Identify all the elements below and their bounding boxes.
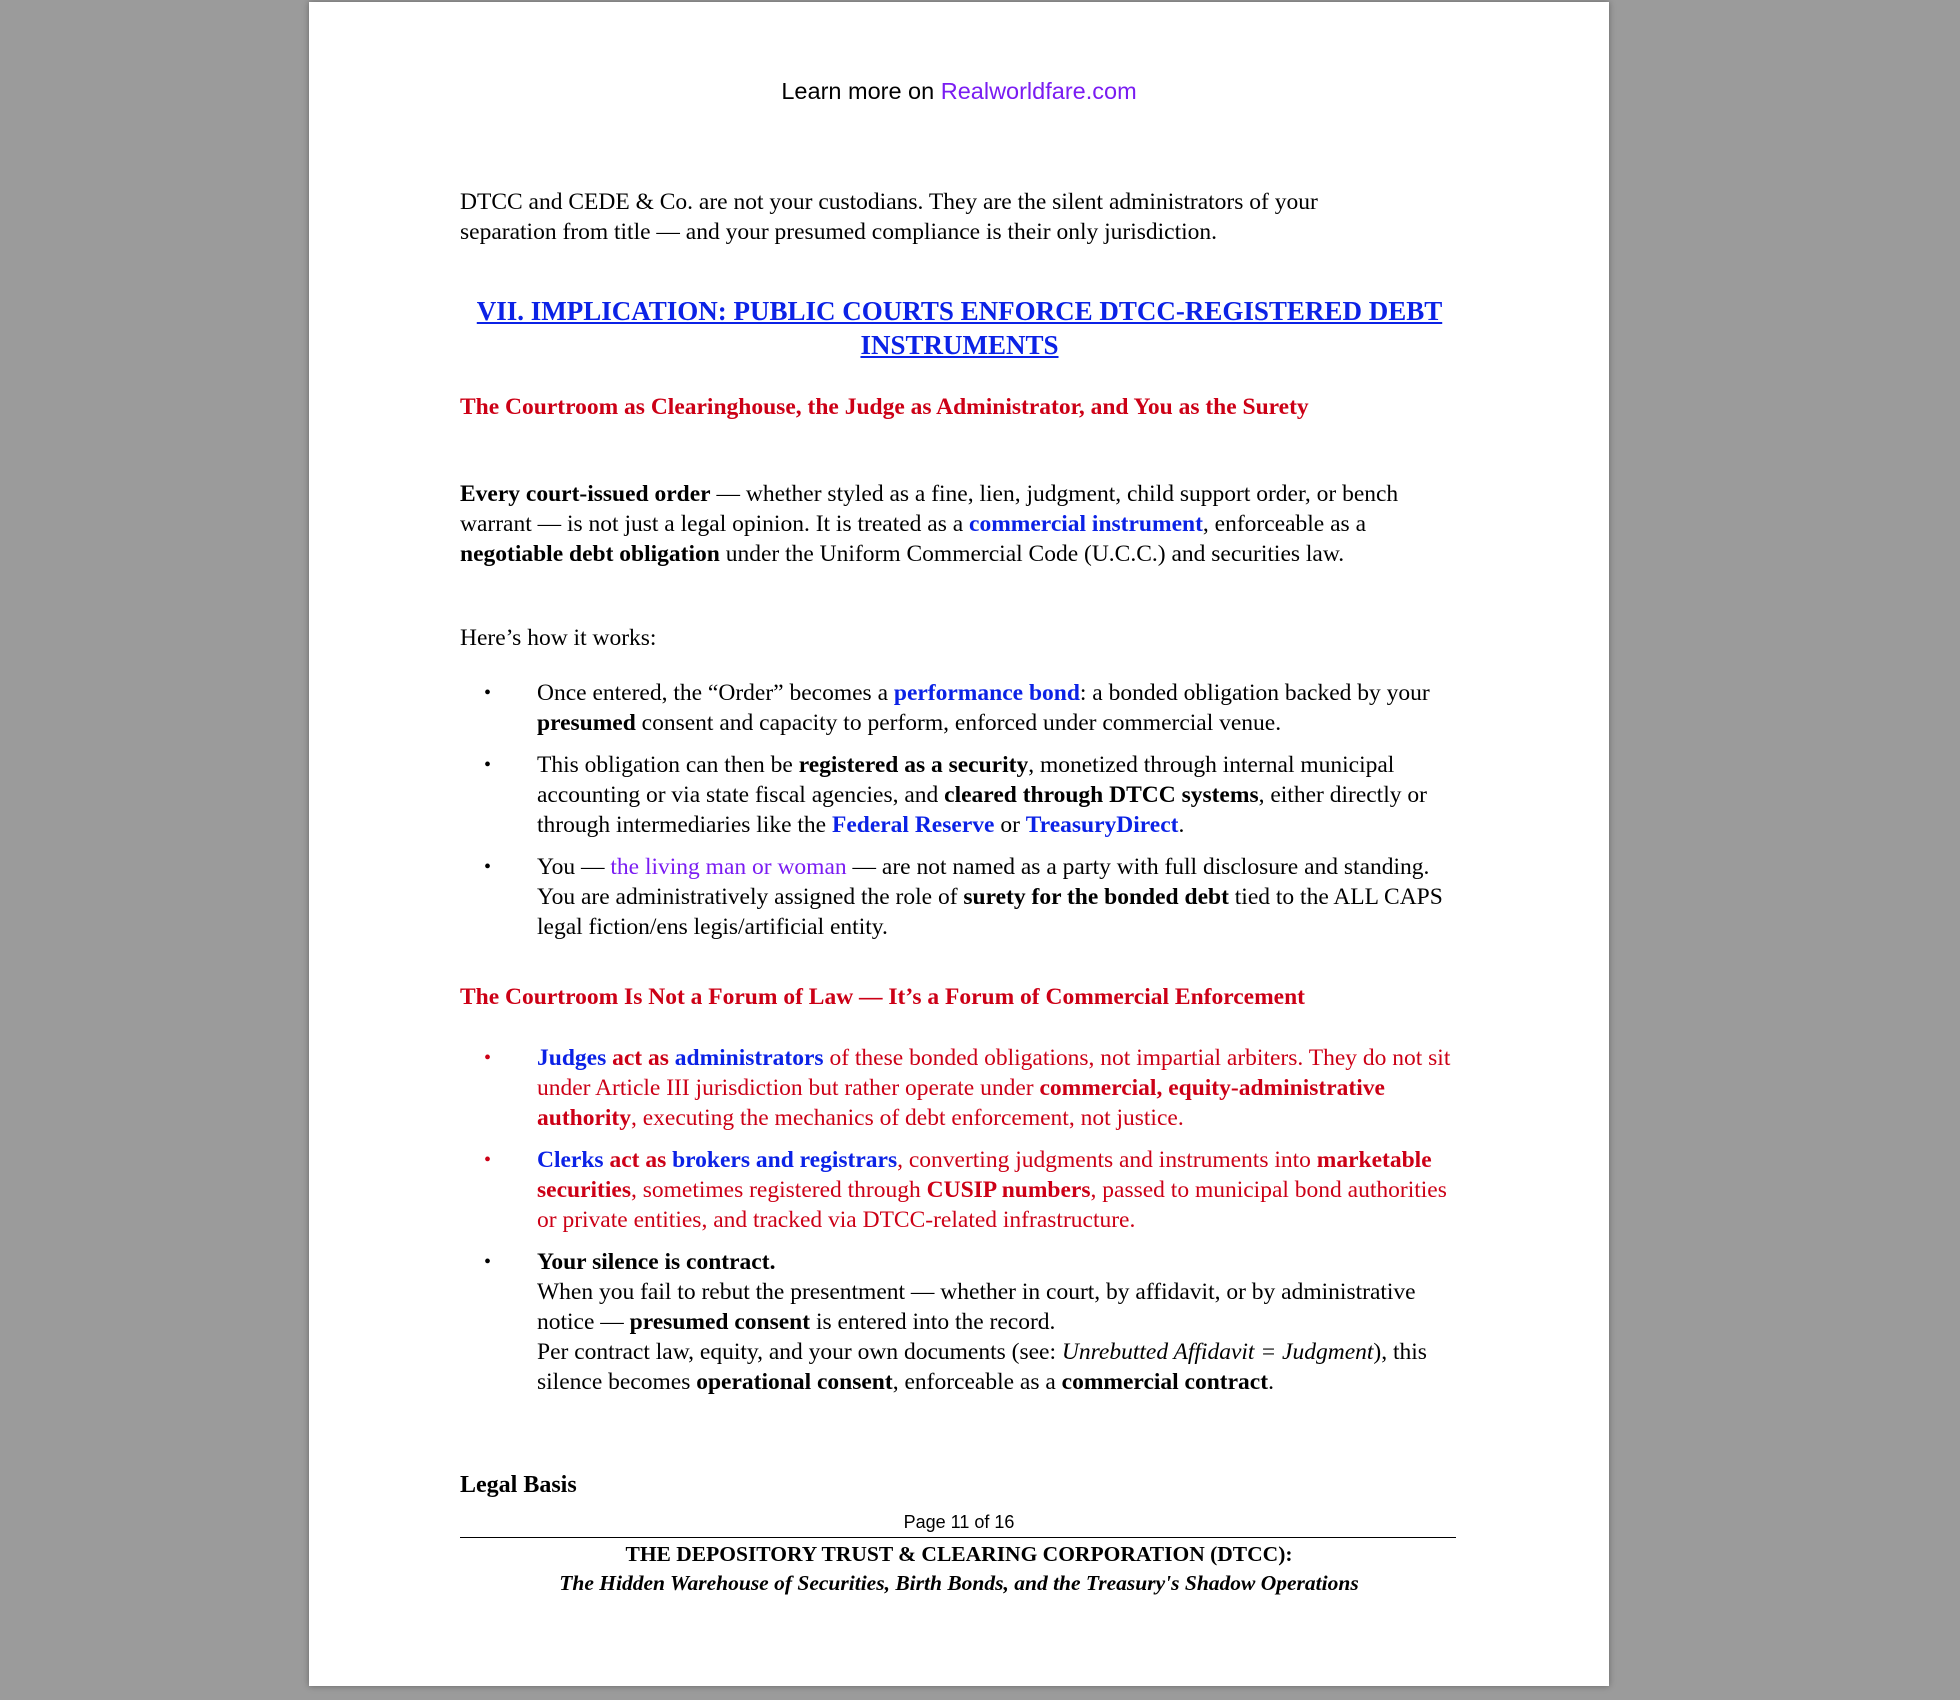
subheading-courtroom-clearinghouse: The Courtroom as Clearinghouse, the Judge as Administrator, and You as the Surety xyxy=(460,394,1309,420)
list-item xyxy=(460,1043,1470,1133)
treasurydirect-link[interactable]: TreasuryDirect xyxy=(1025,812,1179,838)
list-item xyxy=(460,852,1470,942)
text-bold: marketable securities xyxy=(537,1147,1432,1203)
text: consent and capacity to perform, enforced under commercial venue. xyxy=(635,710,1282,736)
text-bold: commercial contract xyxy=(1061,1369,1269,1395)
text: When you fail to rebut the presentment — whether in court, by affidavit, or by administrative notice — xyxy=(537,1279,1416,1335)
list-item xyxy=(460,750,1470,840)
text-bold: Your silence is contract. xyxy=(537,1249,776,1275)
bullet-icon: • xyxy=(483,856,491,878)
realworldfare-link[interactable]: Realworldfare.com xyxy=(940,78,1137,104)
bullet-icon: • xyxy=(483,1047,491,1069)
text: or xyxy=(994,812,1026,838)
bullet-icon: • xyxy=(483,754,491,776)
bullet-list-mechanics xyxy=(460,678,1470,954)
text: is entered into the record. xyxy=(810,1309,1056,1335)
page-number: Page 11 of 16 xyxy=(903,1512,1015,1532)
text: This obligation can then be xyxy=(537,752,799,778)
text-bold: CUSIP numbers xyxy=(926,1177,1091,1203)
living-man-or-woman-link[interactable]: the living man or woman xyxy=(610,854,847,880)
footer-subtitle: The Hidden Warehouse of Securities, Birth Bonds, and the Treasury's Shadow Operations xyxy=(559,1571,1359,1595)
text-bold: cleared through DTCC systems xyxy=(944,782,1259,808)
text-bold: act as xyxy=(606,1045,675,1071)
court-order-paragraph xyxy=(460,479,1460,569)
judges-link[interactable]: Judges xyxy=(537,1045,607,1071)
text: , sometimes registered through xyxy=(630,1177,927,1203)
bullet-icon: • xyxy=(483,682,491,704)
list-item xyxy=(460,1247,1470,1397)
bullet-list-enforcement xyxy=(460,1043,1470,1409)
text-bold: Every court-issued order xyxy=(460,481,711,507)
text: Per contract law, equity, and your own documents (see: xyxy=(537,1339,1062,1365)
header-promo xyxy=(309,78,1609,105)
header-prefix: Learn more on xyxy=(781,78,941,104)
text: — whether styled as a fine, lien, judgment, child support order, or bench warrant — is not just a legal opinion. It is treated as a xyxy=(460,481,1399,537)
text: , converting judgments and instruments into xyxy=(897,1147,1317,1173)
text: tied to the ALL CAPS legal fiction/ens legis/artificial entity. xyxy=(537,884,1443,940)
legal-basis-heading: Legal Basis xyxy=(460,1472,577,1498)
text: — are not named as a party with full disclosure and standing. You are administratively assigned the role of xyxy=(537,854,1430,910)
text: , passed to municipal bond authorities or private entities, and tracked via DTCC-related infrastructure. xyxy=(537,1177,1447,1233)
text: , enforceable as a xyxy=(1202,511,1366,537)
administrators-link[interactable]: administrators xyxy=(674,1045,824,1071)
text-bold: presumed xyxy=(537,710,636,736)
text: Once entered, the “Order” becomes a xyxy=(537,680,894,706)
clerks-link[interactable]: Clerks xyxy=(537,1147,604,1173)
footer-divider xyxy=(460,1537,1456,1538)
text-bold: act as xyxy=(603,1147,673,1173)
text: of these bonded obligations, not impartial arbiters. They do not sit under Article III jurisdiction but rather operate under xyxy=(537,1045,1451,1101)
text: . xyxy=(1268,1369,1274,1395)
text: ), this silence becomes xyxy=(537,1339,1427,1395)
text: under the Uniform Commercial Code (U.C.C.) and securities law. xyxy=(719,541,1345,567)
commercial-instrument-link[interactable]: commercial instrument xyxy=(969,511,1203,537)
text: You — xyxy=(537,854,611,880)
list-item xyxy=(460,678,1470,738)
brokers-registrars-link[interactable]: brokers and registrars xyxy=(672,1147,898,1173)
federal-reserve-link[interactable]: Federal Reserve xyxy=(831,812,995,838)
bullet-icon: • xyxy=(483,1149,491,1171)
text: : a bonded obligation backed by your xyxy=(1079,680,1430,706)
intro-paragraph: DTCC and CEDE & Co. are not your custodians. They are the silent administrators of your separation from title — and your presumed compliance is their only jurisdiction. xyxy=(460,189,1318,245)
text: , either directly or through intermediaries like the xyxy=(537,782,1427,838)
text: , enforceable as a xyxy=(892,1369,1062,1395)
subheading-forum-commercial-enforcement: The Courtroom Is Not a Forum of Law — It’s a Forum of Commercial Enforcement xyxy=(460,984,1306,1010)
text-bold: surety for the bonded debt xyxy=(963,884,1229,910)
text-bold: negotiable debt obligation xyxy=(460,541,720,567)
footer-title: THE DEPOSITORY TRUST & CLEARING CORPORATION (DTCC): xyxy=(625,1542,1293,1566)
text-italic: Unrebutted Affidavit = Judgment xyxy=(1061,1339,1374,1365)
list-item xyxy=(460,1145,1470,1235)
text: , monetized through internal municipal accounting or via state fiscal agencies, and xyxy=(537,752,1395,808)
bullet-icon: • xyxy=(483,1251,491,1273)
text: . xyxy=(1178,812,1185,838)
performance-bond-link[interactable]: performance bond xyxy=(893,680,1080,706)
how-it-works-paragraph: Here’s how it works: xyxy=(460,625,657,651)
text: , executing the mechanics of debt enforcement, not justice. xyxy=(631,1105,1184,1131)
text-bold: registered as a security xyxy=(798,752,1029,778)
text-bold: operational consent xyxy=(696,1369,893,1395)
text-bold: commercial, equity-administrative authority xyxy=(537,1075,1385,1131)
document-page xyxy=(309,2,1609,1686)
text-bold: presumed consent xyxy=(629,1309,811,1335)
section-heading-link[interactable]: VII. IMPLICATION: PUBLIC COURTS ENFORCE DTCC-REGISTERED DEBT INSTRUMENTS xyxy=(476,296,1443,360)
